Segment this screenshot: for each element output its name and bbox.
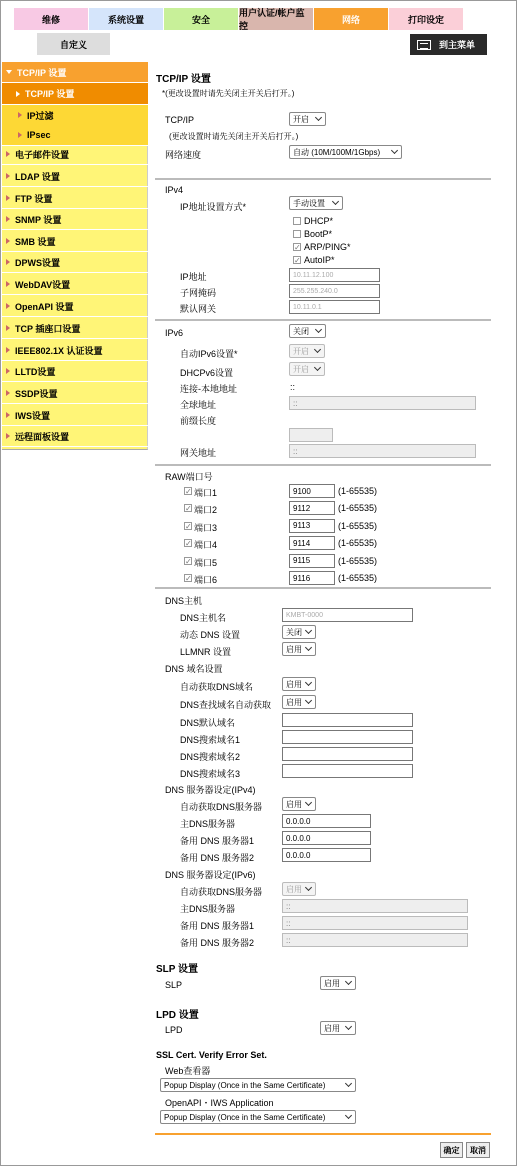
arrow-right-icon <box>6 390 10 396</box>
tab-4[interactable]: 网络 <box>314 8 389 30</box>
sidebar-item-label: IEEE802.1X 认证设置 <box>15 345 103 356</box>
search1-input[interactable] <box>282 730 413 744</box>
chevron-down-icon <box>305 679 312 686</box>
autodomain-select[interactable] <box>282 677 316 691</box>
port-range: (1-65535) <box>338 520 378 531</box>
slp-value: 启用 <box>324 978 340 988</box>
s6a-input[interactable]: :: <box>282 916 468 930</box>
bootp-checkbox[interactable] <box>293 230 301 238</box>
s4a-label: 备用 DNS 服务器1 <box>180 836 255 846</box>
port-checkbox[interactable]: ✓ <box>185 556 192 566</box>
p4-label: 主DNS服务器 <box>180 819 236 829</box>
lpd-value: 启用 <box>324 1023 340 1033</box>
port-label: 端口3 <box>194 522 218 533</box>
defdomain-label: DNS默认域名 <box>180 718 236 728</box>
chevron-down-icon <box>345 1023 352 1030</box>
lpd-label: LPD <box>165 1025 183 1035</box>
dhcp6-label: DHCPv6设置 <box>180 368 234 378</box>
main-menu-label: 到主菜单 <box>439 40 476 50</box>
dyndns-value: 关闭 <box>286 627 302 637</box>
chevron-down-icon <box>305 799 312 806</box>
tab-0[interactable]: 维修 <box>14 8 89 30</box>
main-menu-button[interactable] <box>410 34 487 55</box>
chevron-down-icon <box>314 346 321 353</box>
search3-label: DNS搜索域名3 <box>180 769 241 779</box>
sidebar-item-label: TCP 插座口设置 <box>15 323 81 334</box>
auto6dns-value: 启用 <box>286 884 302 894</box>
arrow-right-icon <box>6 347 10 353</box>
arrow-right-icon <box>6 195 10 201</box>
gw-input[interactable]: 10.11.0.1 <box>289 300 380 314</box>
sidebar-item-label: IP过滤 <box>27 110 54 121</box>
divider <box>155 464 491 466</box>
auto4-label: 自动获取DNS服务器 <box>180 802 263 812</box>
chevron-down-icon <box>315 114 322 121</box>
ssl-title: SSL Cert. Verify Error Set. <box>156 1050 267 1060</box>
tcpip-select[interactable] <box>289 112 326 126</box>
global-input[interactable]: :: <box>289 396 476 410</box>
ipmethod-value: 手动设置 <box>293 198 325 208</box>
search2-input[interactable] <box>282 747 413 761</box>
bootp-label: BootP* <box>304 229 333 239</box>
sidebar-item-label: LLTD设置 <box>15 366 56 377</box>
dhcp-checkbox[interactable] <box>293 217 301 225</box>
arp-checkbox[interactable]: ✓ <box>294 243 301 252</box>
auto4-select[interactable] <box>282 797 316 811</box>
cancel-button[interactable]: 取消 <box>466 1142 490 1158</box>
gw-label: 默认网关 <box>180 304 217 314</box>
port-input[interactable]: 9100 <box>289 484 335 498</box>
chevron-down-icon <box>305 884 312 891</box>
gw6-label: 网关地址 <box>180 448 217 458</box>
prefix-label: 前缀长度 <box>180 416 217 426</box>
dns4-title: DNS 服务器设定(IPv4) <box>165 785 256 795</box>
sidebar-item-label: DPWS设置 <box>15 257 61 268</box>
arrow-right-icon <box>6 412 10 418</box>
arrow-right-icon <box>6 238 10 244</box>
port-label: 端口6 <box>194 575 218 585</box>
port-checkbox[interactable]: ✓ <box>185 504 192 514</box>
port-range: (1-65535) <box>338 486 378 496</box>
arrow-right-icon <box>6 325 10 331</box>
chevron-down-icon <box>345 978 352 985</box>
sidebar-item-label: IPsec <box>27 130 51 140</box>
sidebar-item-label: TCP/IP 设置 <box>25 89 75 99</box>
speed-value: 自动 (10M/100M/1Gbps) <box>293 147 381 157</box>
slp-select[interactable] <box>320 976 356 990</box>
sidebar-item-7[interactable] <box>2 209 148 230</box>
dhcp6-select[interactable] <box>289 362 325 376</box>
llmnr-select[interactable] <box>282 642 316 656</box>
web-select[interactable] <box>160 1078 356 1092</box>
global-label: 全球地址 <box>180 400 217 410</box>
arrow-right-icon <box>6 173 10 179</box>
port-label: 端口2 <box>194 505 218 516</box>
lpd-title: LPD 设置 <box>156 1010 199 1021</box>
slp-title: SLP 设置 <box>156 964 199 975</box>
dhcp6-value: 开启 <box>293 364 309 374</box>
sidebar-item-2[interactable] <box>2 105 148 126</box>
gw6-input[interactable]: :: <box>289 444 476 458</box>
p4-input[interactable]: 0.0.0.0 <box>282 814 371 828</box>
mask-input[interactable]: 255.255.240.0 <box>289 284 380 298</box>
autoip-checkbox[interactable]: ✓ <box>294 256 301 265</box>
dyndns-label: 动态 DNS 设置 <box>180 630 241 640</box>
arrow-right-icon <box>6 368 10 374</box>
port-input[interactable]: 9116 <box>289 571 335 585</box>
sidebar-item-4[interactable] <box>2 144 148 165</box>
divider <box>155 587 491 589</box>
port-label: 端口1 <box>194 488 218 498</box>
auto6-label: 自动IPv6设置* <box>180 349 238 359</box>
raw-title: RAW端口号 <box>165 472 213 482</box>
menu-icon <box>417 40 431 50</box>
sidebar-item-10[interactable] <box>2 274 148 295</box>
auto6-select[interactable] <box>289 344 325 358</box>
port-input[interactable]: 9114 <box>289 536 335 550</box>
tab-custom[interactable]: 自定义 <box>37 33 110 55</box>
ok-button[interactable]: 确定 <box>440 1142 463 1158</box>
port-label: 端口5 <box>194 557 218 568</box>
tab-1[interactable]: 系统设置 <box>89 8 164 30</box>
port-range: (1-65535) <box>338 538 378 549</box>
dhcp-label: DHCP* <box>304 216 334 226</box>
sidebar <box>2 62 148 450</box>
sidebar-item-5[interactable] <box>2 166 148 187</box>
sidebar-item-1[interactable] <box>2 83 148 105</box>
ipv6-label: IPv6 <box>165 328 184 338</box>
sidebar-item-8[interactable] <box>2 231 148 252</box>
page-title: TCP/IP 设置 <box>156 74 211 85</box>
sidebar-item-12[interactable] <box>2 318 148 339</box>
autoip-label: AutoIP* <box>304 255 335 265</box>
p6-input[interactable]: :: <box>282 899 468 913</box>
search2-label: DNS搜索域名2 <box>180 752 241 762</box>
arrow-right-icon <box>6 151 10 157</box>
arrow-right-icon <box>18 112 22 118</box>
s4b-label: 备用 DNS 服务器2 <box>180 853 255 863</box>
dns6-title: DNS 服务器设定(IPv6) <box>165 870 256 880</box>
port-range: (1-65535) <box>338 503 378 514</box>
tcpip-value: 开启 <box>293 114 309 124</box>
chevron-down-icon <box>345 1112 352 1119</box>
arrow-right-icon <box>6 303 10 309</box>
chevron-down-icon <box>314 364 321 371</box>
openapi-value: Popup Display (Once in the Same Certificate) <box>164 1112 326 1122</box>
speed-label: 网络速度 <box>165 150 202 160</box>
port-range: (1-65535) <box>338 573 378 583</box>
arrow-right-icon <box>6 216 10 222</box>
auto6-value: 开启 <box>293 346 309 356</box>
sidebar-item-17[interactable] <box>2 426 148 447</box>
sidebar-item-label: 电子邮件设置 <box>15 149 70 160</box>
autodomain-value: 启用 <box>286 679 302 689</box>
sidebar-item-label: TCP/IP 设置 <box>17 67 67 78</box>
openapi-label: OpenAPI・IWS Application <box>165 1098 274 1108</box>
sidebar-item-label: FTP 设置 <box>15 193 53 204</box>
search1-label: DNS搜索域名1 <box>180 735 241 745</box>
autosearch-select[interactable] <box>282 695 316 709</box>
arrow-right-icon <box>6 70 12 74</box>
ipmethod-label: IP地址设置方式* <box>180 202 247 212</box>
auto4-value: 启用 <box>286 799 302 809</box>
chevron-down-icon <box>305 644 312 651</box>
arrow-right-icon <box>16 91 20 97</box>
tab-3[interactable]: 用户认证/帐户监控 <box>239 8 314 30</box>
s6b-label: 备用 DNS 服务器2 <box>180 938 255 948</box>
sidebar-item-label: 远程面板设置 <box>15 431 70 442</box>
ip-label: IP地址 <box>180 272 207 282</box>
llmnr-label: LLMNR 设置 <box>180 647 232 657</box>
sidebar-item-0[interactable] <box>2 62 148 83</box>
sidebar-item-16[interactable] <box>2 405 148 426</box>
port-checkbox[interactable]: ✓ <box>185 539 192 549</box>
port-input[interactable]: 9115 <box>289 554 335 568</box>
chevron-down-icon <box>345 1080 352 1087</box>
sidebar-item-14[interactable] <box>2 361 148 382</box>
sidebar-item-3[interactable] <box>2 125 148 146</box>
sidebar-item-13[interactable] <box>2 340 148 361</box>
ipv6-select[interactable] <box>289 324 326 338</box>
search3-input[interactable] <box>282 764 413 778</box>
tab-5[interactable]: 打印设定 <box>389 8 464 30</box>
speed-select[interactable] <box>289 145 402 159</box>
port-input[interactable]: 9113 <box>289 519 335 533</box>
divider <box>155 178 491 180</box>
ipmethod-select[interactable] <box>289 196 343 210</box>
arrow-right-icon <box>6 433 10 439</box>
port-range: (1-65535) <box>338 555 378 566</box>
s6b-input[interactable]: :: <box>282 933 468 947</box>
port-checkbox[interactable]: ✓ <box>185 521 192 531</box>
s4a-input[interactable]: 0.0.0.0 <box>282 831 371 845</box>
sidebar-item-label: OpenAPI 设置 <box>15 301 74 312</box>
chevron-down-icon <box>305 697 312 704</box>
web-label: Web查看器 <box>165 1066 211 1076</box>
chevron-down-icon <box>391 147 398 154</box>
port-label: 端口4 <box>194 540 218 551</box>
sidebar-item-label: SMB 设置 <box>15 236 56 247</box>
s6a-label: 备用 DNS 服务器1 <box>180 921 255 931</box>
port-checkbox[interactable]: ✓ <box>185 487 192 496</box>
dns-host-title: DNS主机 <box>165 596 203 606</box>
dyndns-select[interactable] <box>282 625 316 639</box>
defdomain-input[interactable] <box>282 713 413 727</box>
arrow-right-icon <box>18 132 22 138</box>
sidebar-item-label: SNMP 设置 <box>15 214 62 225</box>
sidebar-item-label: SSDP设置 <box>15 388 58 399</box>
note: *(更改设置时请先关闭主开关后打开。) <box>162 89 295 98</box>
note2: (更改设置时请先关闭主开关后打开。) <box>169 132 299 141</box>
top-tabs <box>14 8 464 30</box>
s4b-input[interactable]: 0.0.0.0 <box>282 848 371 862</box>
linklocal-value: :: <box>290 382 296 392</box>
sidebar-item-9[interactable] <box>2 252 148 273</box>
tab-2[interactable]: 安全 <box>164 8 239 30</box>
dns-domain-title: DNS 域名设置 <box>165 664 223 674</box>
divider <box>155 1133 491 1135</box>
arp-label: ARP/PING* <box>304 242 351 252</box>
autodomain-label: 自动获取DNS域名 <box>180 682 254 692</box>
lpd-select[interactable] <box>320 1021 356 1035</box>
auto6dns-label: 自动获取DNS服务器 <box>180 887 263 897</box>
tcpip-label: TCP/IP <box>165 115 195 125</box>
auto6dns-select[interactable] <box>282 882 316 896</box>
autosearch-value: 启用 <box>286 697 302 707</box>
chevron-down-icon <box>305 627 312 634</box>
divider <box>155 319 491 321</box>
autosearch-label: DNS查找域名自动获取 <box>180 700 272 710</box>
chevron-down-icon <box>332 198 339 205</box>
mask-label: 子网掩码 <box>180 288 217 298</box>
ipv6-value: 关闭 <box>293 326 309 336</box>
arrow-right-icon <box>6 259 10 265</box>
dns-hostname-input[interactable]: KMBT-0000 <box>282 608 413 622</box>
sidebar-item-label: IWS设置 <box>15 410 50 421</box>
ip-input[interactable]: 10.11.12.100 <box>289 268 380 282</box>
port-input[interactable]: 9112 <box>289 501 335 515</box>
dns-hostname-label: DNS主机名 <box>180 613 227 623</box>
sidebar-item-6[interactable] <box>2 188 148 209</box>
chevron-down-icon <box>315 326 322 333</box>
sidebar-item-15[interactable] <box>2 383 148 404</box>
sidebar-item-11[interactable] <box>2 296 148 317</box>
sidebar-item-label: LDAP 设置 <box>15 171 60 182</box>
slp-label: SLP <box>165 980 183 990</box>
ipv4-label: IPv4 <box>165 185 184 195</box>
llmnr-value: 启用 <box>286 644 302 654</box>
sidebar-item-label: WebDAV设置 <box>15 279 71 290</box>
openapi-select[interactable] <box>160 1110 356 1124</box>
arrow-right-icon <box>6 281 10 287</box>
prefix-input[interactable] <box>289 428 333 442</box>
p6-label: 主DNS服务器 <box>180 904 236 914</box>
linklocal-label: 连接-本地地址 <box>180 384 237 394</box>
port-checkbox[interactable]: ✓ <box>185 574 192 583</box>
web-value: Popup Display (Once in the Same Certificate) <box>164 1080 326 1090</box>
